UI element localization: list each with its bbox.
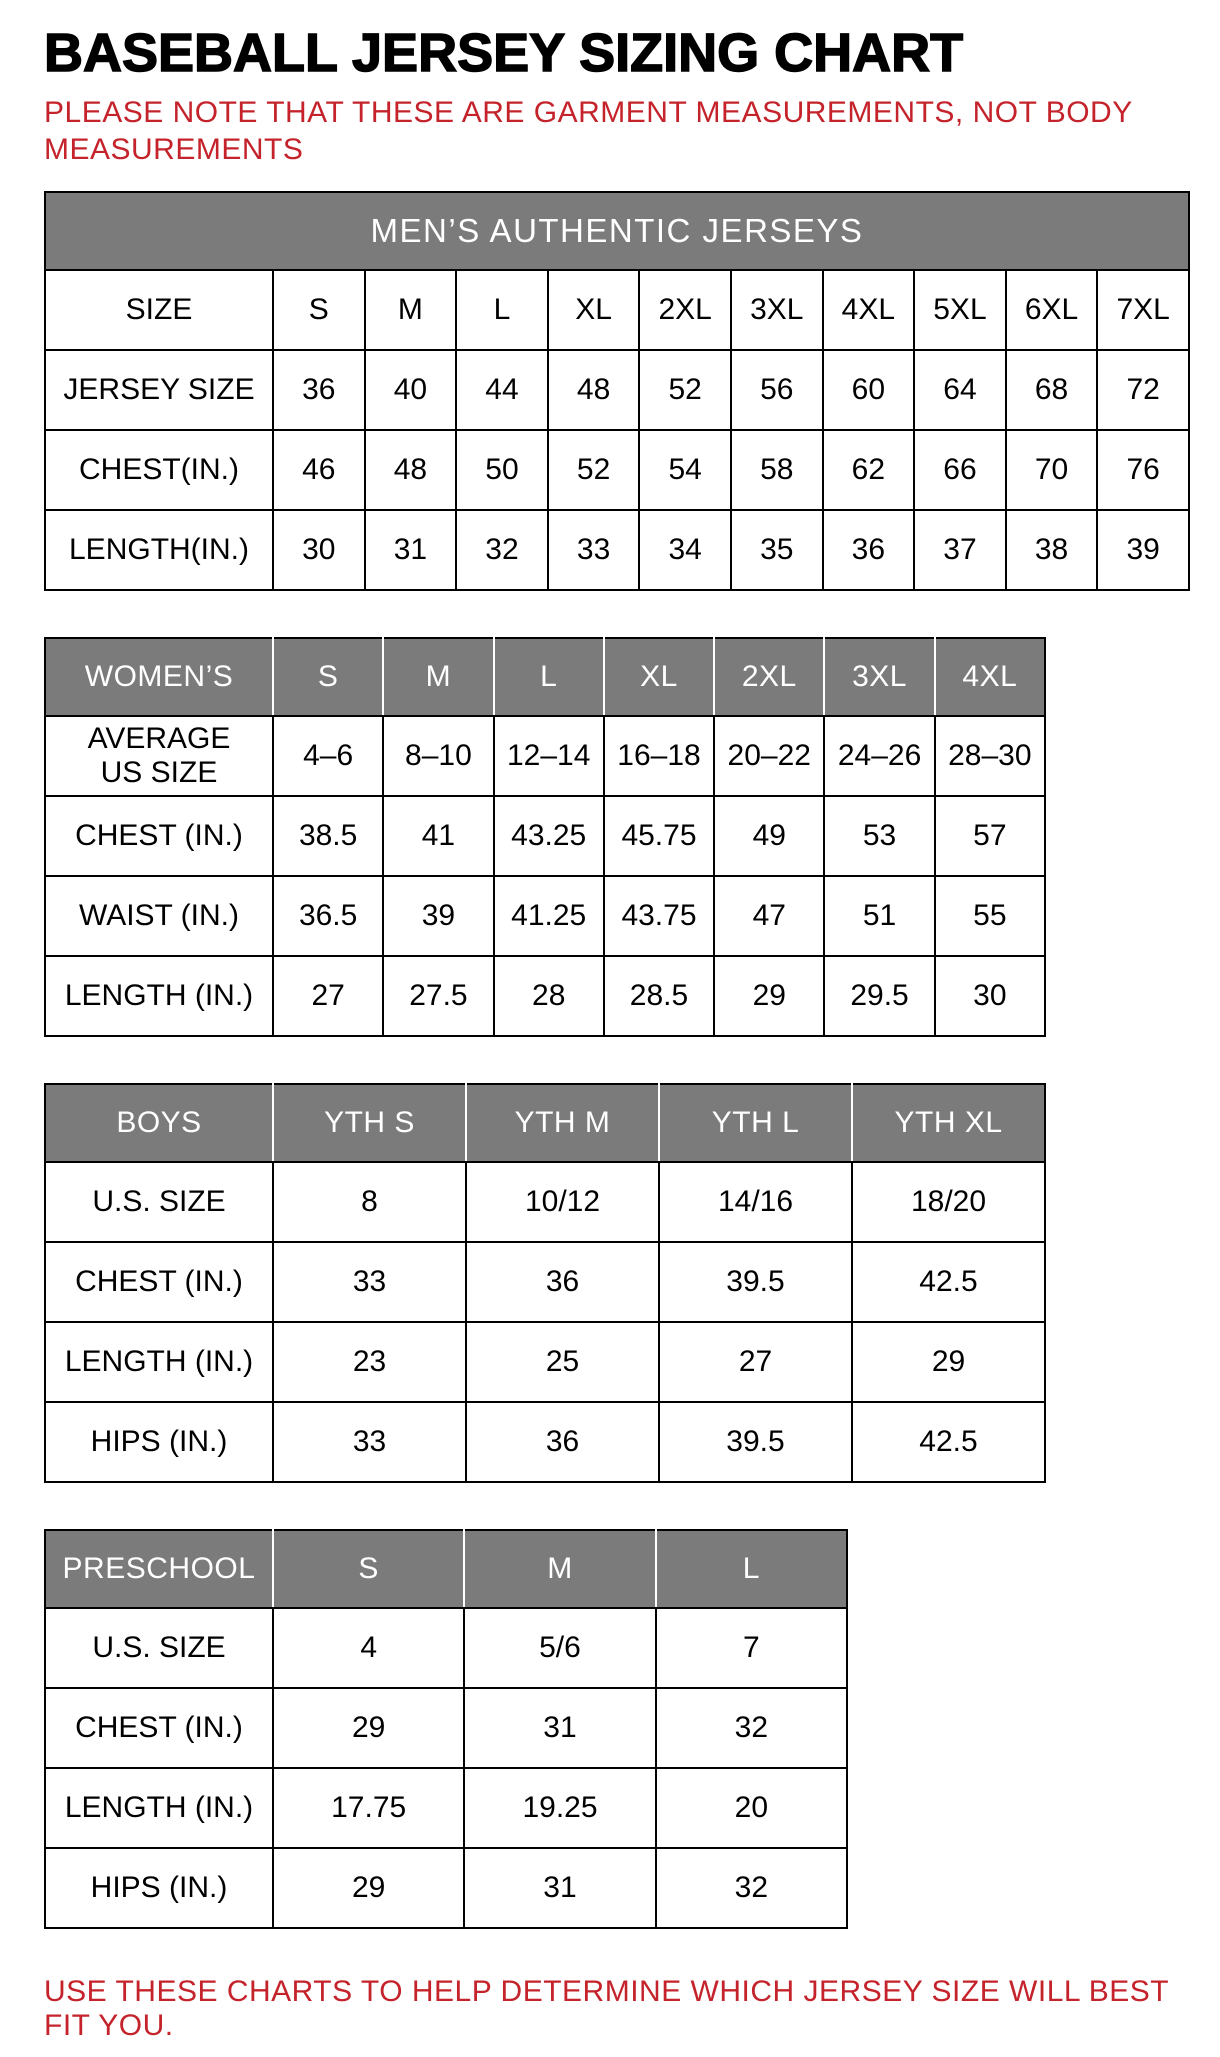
- size-value-cell: 3XL: [731, 270, 823, 350]
- row-label: HIPS (IN.): [45, 1848, 273, 1928]
- size-column-header: L: [494, 638, 604, 716]
- size-value-cell: 55: [935, 876, 1045, 956]
- boys-header-label: BOYS: [45, 1084, 273, 1162]
- preschool-header-label: PRESCHOOL: [45, 1530, 273, 1608]
- table-row: [45, 876, 1045, 956]
- size-value-cell: 41: [383, 796, 493, 876]
- size-value-cell: 18/20: [852, 1162, 1045, 1242]
- size-column-header: YTH XL: [852, 1084, 1045, 1162]
- row-label: LENGTH (IN.): [45, 1322, 273, 1402]
- size-value-cell: 35: [731, 510, 823, 590]
- size-value-cell: L: [456, 270, 548, 350]
- size-value-cell: 43.25: [494, 796, 604, 876]
- size-value-cell: 76: [1097, 430, 1189, 510]
- size-column-header: L: [656, 1530, 847, 1608]
- size-value-cell: 37: [914, 510, 1006, 590]
- size-value-cell: 20: [656, 1768, 847, 1848]
- size-value-cell: 56: [731, 350, 823, 430]
- size-value-cell: 36: [466, 1242, 659, 1322]
- size-value-cell: 39: [1097, 510, 1189, 590]
- row-label: U.S. SIZE: [45, 1162, 273, 1242]
- size-value-cell: 8: [273, 1162, 466, 1242]
- size-value-cell: 32: [656, 1688, 847, 1768]
- size-value-cell: 54: [639, 430, 731, 510]
- boys-header-row: [45, 1084, 1045, 1162]
- size-value-cell: 32: [656, 1848, 847, 1928]
- row-label: CHEST (IN.): [45, 796, 273, 876]
- row-label: U.S. SIZE: [45, 1608, 273, 1688]
- size-value-cell: 29: [852, 1322, 1045, 1402]
- size-value-cell: 30: [935, 956, 1045, 1036]
- size-value-cell: 25: [466, 1322, 659, 1402]
- size-value-cell: 24–26: [824, 716, 934, 796]
- size-value-cell: 5XL: [914, 270, 1006, 350]
- size-value-cell: 27: [659, 1322, 852, 1402]
- size-value-cell: 29: [273, 1848, 464, 1928]
- size-column-header: S: [273, 1530, 464, 1608]
- size-value-cell: 38.5: [273, 796, 383, 876]
- mens-sizing-table: [44, 191, 1190, 591]
- row-label: WAIST (IN.): [45, 876, 273, 956]
- size-value-cell: 66: [914, 430, 1006, 510]
- size-value-cell: 50: [456, 430, 548, 510]
- size-column-header: M: [464, 1530, 655, 1608]
- table-row: [45, 1322, 1045, 1402]
- size-value-cell: 8–10: [383, 716, 493, 796]
- size-value-cell: 40: [365, 350, 457, 430]
- garment-measurement-note: PLEASE NOTE THAT THESE ARE GARMENT MEASUREMENTS, NOT BODY MEASUREMENTS: [44, 96, 1133, 166]
- row-label: CHEST (IN.): [45, 1242, 273, 1322]
- size-value-cell: 4: [273, 1608, 464, 1688]
- size-value-cell: 51: [824, 876, 934, 956]
- size-value-cell: 33: [273, 1242, 466, 1322]
- size-value-cell: 64: [914, 350, 1006, 430]
- size-value-cell: 29.5: [824, 956, 934, 1036]
- size-value-cell: 42.5: [852, 1402, 1045, 1482]
- size-value-cell: 72: [1097, 350, 1189, 430]
- size-value-cell: 48: [365, 430, 457, 510]
- size-value-cell: 23: [273, 1322, 466, 1402]
- size-value-cell: 34: [639, 510, 731, 590]
- size-value-cell: 33: [273, 1402, 466, 1482]
- size-value-cell: 41.25: [494, 876, 604, 956]
- size-value-cell: 46: [273, 430, 365, 510]
- size-value-cell: 12–14: [494, 716, 604, 796]
- size-value-cell: 52: [548, 430, 640, 510]
- table-row: [45, 270, 1189, 350]
- size-value-cell: 57: [935, 796, 1045, 876]
- preschool-header-row: [45, 1530, 847, 1608]
- size-value-cell: 28: [494, 956, 604, 1036]
- size-column-header: 4XL: [935, 638, 1045, 716]
- size-value-cell: 28.5: [604, 956, 714, 1036]
- size-value-cell: 30: [273, 510, 365, 590]
- womens-sizing-table: [44, 637, 1046, 1037]
- size-value-cell: 48: [548, 350, 640, 430]
- row-label: JERSEY SIZE: [45, 350, 273, 430]
- row-label: LENGTH (IN.): [45, 956, 273, 1036]
- size-value-cell: 19.25: [464, 1768, 655, 1848]
- size-value-cell: M: [365, 270, 457, 350]
- table-row: [45, 1608, 847, 1688]
- table-row: [45, 1768, 847, 1848]
- size-value-cell: 5/6: [464, 1608, 655, 1688]
- size-column-header: S: [273, 638, 383, 716]
- size-value-cell: 39: [383, 876, 493, 956]
- footer-note: USE THESE CHARTS TO HELP DETERMINE WHICH JERSEY SIZE WILL BEST FIT YOU.: [44, 1974, 1169, 2042]
- row-label: LENGTH (IN.): [45, 1768, 273, 1848]
- size-column-header: M: [383, 638, 493, 716]
- table-row: [45, 1688, 847, 1768]
- size-value-cell: 29: [273, 1688, 464, 1768]
- row-label: AVERAGE US SIZE: [45, 716, 273, 796]
- table-row: [45, 1242, 1045, 1322]
- table-row: [45, 430, 1189, 510]
- size-value-cell: 31: [464, 1848, 655, 1928]
- size-value-cell: 38: [1006, 510, 1098, 590]
- size-value-cell: 10/12: [466, 1162, 659, 1242]
- size-value-cell: 70: [1006, 430, 1098, 510]
- size-value-cell: 45.75: [604, 796, 714, 876]
- table-row: [45, 956, 1045, 1036]
- size-value-cell: 49: [714, 796, 824, 876]
- size-value-cell: 36: [466, 1402, 659, 1482]
- size-value-cell: 42.5: [852, 1242, 1045, 1322]
- size-value-cell: 60: [823, 350, 915, 430]
- row-label: CHEST(IN.): [45, 430, 273, 510]
- row-label: HIPS (IN.): [45, 1402, 273, 1482]
- size-value-cell: 36.5: [273, 876, 383, 956]
- size-value-cell: 39.5: [659, 1242, 852, 1322]
- size-value-cell: 33: [548, 510, 640, 590]
- table-row: [45, 716, 1045, 796]
- size-value-cell: 68: [1006, 350, 1098, 430]
- size-value-cell: 4XL: [823, 270, 915, 350]
- size-value-cell: 29: [714, 956, 824, 1036]
- size-value-cell: 44: [456, 350, 548, 430]
- page-title: BASEBALL JERSEY SIZING CHART: [44, 23, 964, 83]
- mens-table-caption: MEN’S AUTHENTIC JERSEYS: [45, 192, 1189, 270]
- size-value-cell: 27.5: [383, 956, 493, 1036]
- table-row: [45, 510, 1189, 590]
- size-column-header: 2XL: [714, 638, 824, 716]
- size-value-cell: 53: [824, 796, 934, 876]
- table-row: [45, 350, 1189, 430]
- size-value-cell: 31: [365, 510, 457, 590]
- size-column-header: YTH L: [659, 1084, 852, 1162]
- size-value-cell: 43.75: [604, 876, 714, 956]
- size-value-cell: 52: [639, 350, 731, 430]
- table-row: [45, 1848, 847, 1928]
- size-value-cell: 7XL: [1097, 270, 1189, 350]
- preschool-sizing-table: [44, 1529, 848, 1929]
- size-value-cell: 6XL: [1006, 270, 1098, 350]
- size-value-cell: 39.5: [659, 1402, 852, 1482]
- size-column-header: XL: [604, 638, 714, 716]
- size-value-cell: 28–30: [935, 716, 1045, 796]
- mens-caption-row: [45, 192, 1189, 270]
- table-row: [45, 1402, 1045, 1482]
- size-value-cell: 2XL: [639, 270, 731, 350]
- size-value-cell: S: [273, 270, 365, 350]
- size-value-cell: 16–18: [604, 716, 714, 796]
- size-value-cell: 31: [464, 1688, 655, 1768]
- size-value-cell: 20–22: [714, 716, 824, 796]
- sizing-tables-container: [44, 191, 1184, 1929]
- size-value-cell: 14/16: [659, 1162, 852, 1242]
- size-column-header: 3XL: [824, 638, 934, 716]
- row-label: SIZE: [45, 270, 273, 350]
- size-value-cell: 27: [273, 956, 383, 1036]
- size-column-header: YTH S: [273, 1084, 466, 1162]
- womens-header-label: WOMEN’S: [45, 638, 273, 716]
- size-value-cell: 17.75: [273, 1768, 464, 1848]
- boys-sizing-table: [44, 1083, 1046, 1483]
- size-column-header: YTH M: [466, 1084, 659, 1162]
- size-value-cell: 62: [823, 430, 915, 510]
- size-value-cell: 58: [731, 430, 823, 510]
- row-label: CHEST (IN.): [45, 1688, 273, 1768]
- row-label: LENGTH(IN.): [45, 510, 273, 590]
- size-value-cell: 36: [273, 350, 365, 430]
- table-row: [45, 796, 1045, 876]
- size-value-cell: 7: [656, 1608, 847, 1688]
- womens-header-row: [45, 638, 1045, 716]
- size-value-cell: 47: [714, 876, 824, 956]
- size-value-cell: XL: [548, 270, 640, 350]
- table-row: [45, 1162, 1045, 1242]
- size-value-cell: 4–6: [273, 716, 383, 796]
- size-value-cell: 32: [456, 510, 548, 590]
- size-value-cell: 36: [823, 510, 915, 590]
